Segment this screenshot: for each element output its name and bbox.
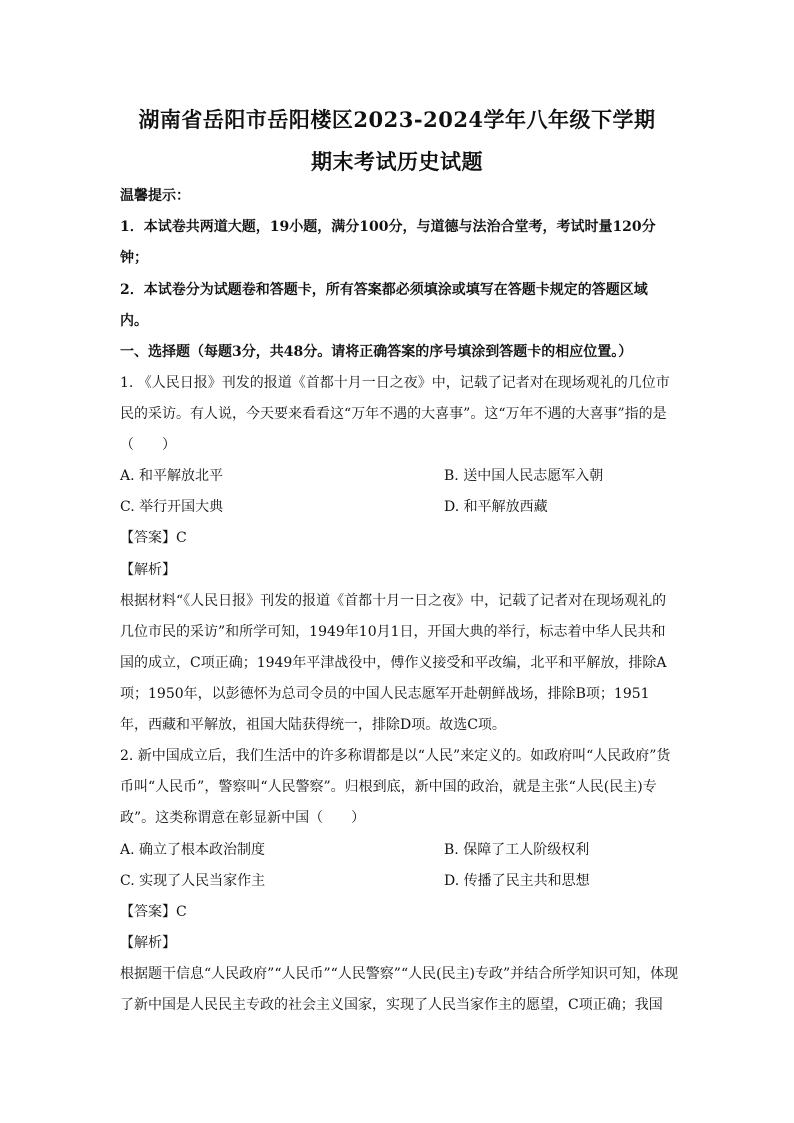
q1-option-c: C. 举行开国大典: [120, 499, 224, 515]
q1-option-d: D. 和平解放西藏: [444, 499, 548, 515]
doc-title-line1: 湖南省岳阳市岳阳楼区2023-2024学年八年级下学期: [138, 107, 656, 132]
notice-item2-line1: 2．本试卷分为试题卷和答题卡，所有答案都必须填涂或填写在答题卡规定的答题区域: [120, 282, 648, 298]
q1-option-b: B. 送中国人民志愿军入朝: [444, 468, 604, 484]
q1-analysis-line2: 几位市民的采访”和所学可知，1949年10月1日，开国大典的举行，标志着中华人民共和: [120, 624, 666, 640]
q2-answer: 【答案】C: [120, 904, 187, 920]
q2-analysis-line2: 了新中国是人民民主专政的社会主义国家，实现了人民当家作主的愿望，C项正确；我国: [120, 997, 663, 1013]
notice-item1-line1: 1．本试卷共两道大题，19小题，满分100分，与道德与法治合堂考，考试时量120分: [120, 219, 656, 235]
q1-answer: 【答案】C: [120, 530, 187, 546]
q1-stem-line1: 1. 《人民日报》刊发的报道《首都十月一日之夜》中，记载了记者对在现场观礼的几位市: [120, 375, 670, 391]
q2-option-b: B. 保障了工人阶级权利: [444, 842, 590, 858]
q2-stem-line2: 币叫“人民币”，警察叫“人民警察”。归根到底，新中国的政治，就是主张“人民(民主)专: [120, 779, 657, 795]
q2-stem-line3: 政”。这类称谓意在彰显新中国（ ）: [120, 810, 366, 826]
q2-analysis-label: 【解析】: [120, 935, 176, 951]
q1-analysis-line1: 根据材料“《人民日报》刊发的报道《首都十月一日之夜》中，记载了记者对在现场观礼的: [120, 593, 667, 609]
q2-option-d: D. 传播了民主共和思想: [444, 873, 590, 889]
notice-heading: 温馨提示：: [120, 188, 190, 204]
q2-analysis-line1: 根据题干信息“人民政府”“人民币”“人民警察”“人民(民主)专政”并结合所学知识可知，体现: [120, 966, 679, 982]
q2-option-a: A. 确立了根本政治制度: [120, 842, 266, 858]
q1-option-a: A. 和平解放北平: [120, 468, 224, 484]
q1-analysis-label: 【解析】: [120, 562, 176, 578]
q2-stem-line1: 2. 新中国成立后，我们生活中的许多称谓都是以“人民”来定义的。如政府叫“人民政府”货: [120, 748, 671, 764]
q1-stem-line3: （ ）: [120, 437, 176, 453]
q1-stem-line2: 民的采访。有人说，今天要来看看这“万年不遇的大喜事”。这“万年不遇的大喜事”指的是: [120, 406, 667, 422]
q2-option-c: C. 实现了人民当家作主: [120, 873, 266, 889]
doc-title-line2: 期末考试历史试题: [311, 149, 483, 174]
q1-analysis-line5: 年，西藏和平解放，祖国大陆获得统一，排除D项。故选C项。: [120, 717, 506, 733]
notice-item2-line2: 内。: [120, 313, 148, 329]
section1-heading: 一、选择题（每题3分，共48分。请将正确答案的序号填涂到答题卡的相应位置。）: [120, 344, 633, 360]
q1-analysis-line3: 国的成立，C项正确；1949年平津战役中，傅作义接受和平改编，北平和平解放，排除A: [120, 655, 667, 671]
q1-analysis-line4: 项；1950年，以彭德怀为总司令员的中国人民志愿军开赴朝鲜战场，排除B项；1951: [120, 686, 650, 702]
notice-item1-line2: 钟；: [120, 250, 148, 266]
